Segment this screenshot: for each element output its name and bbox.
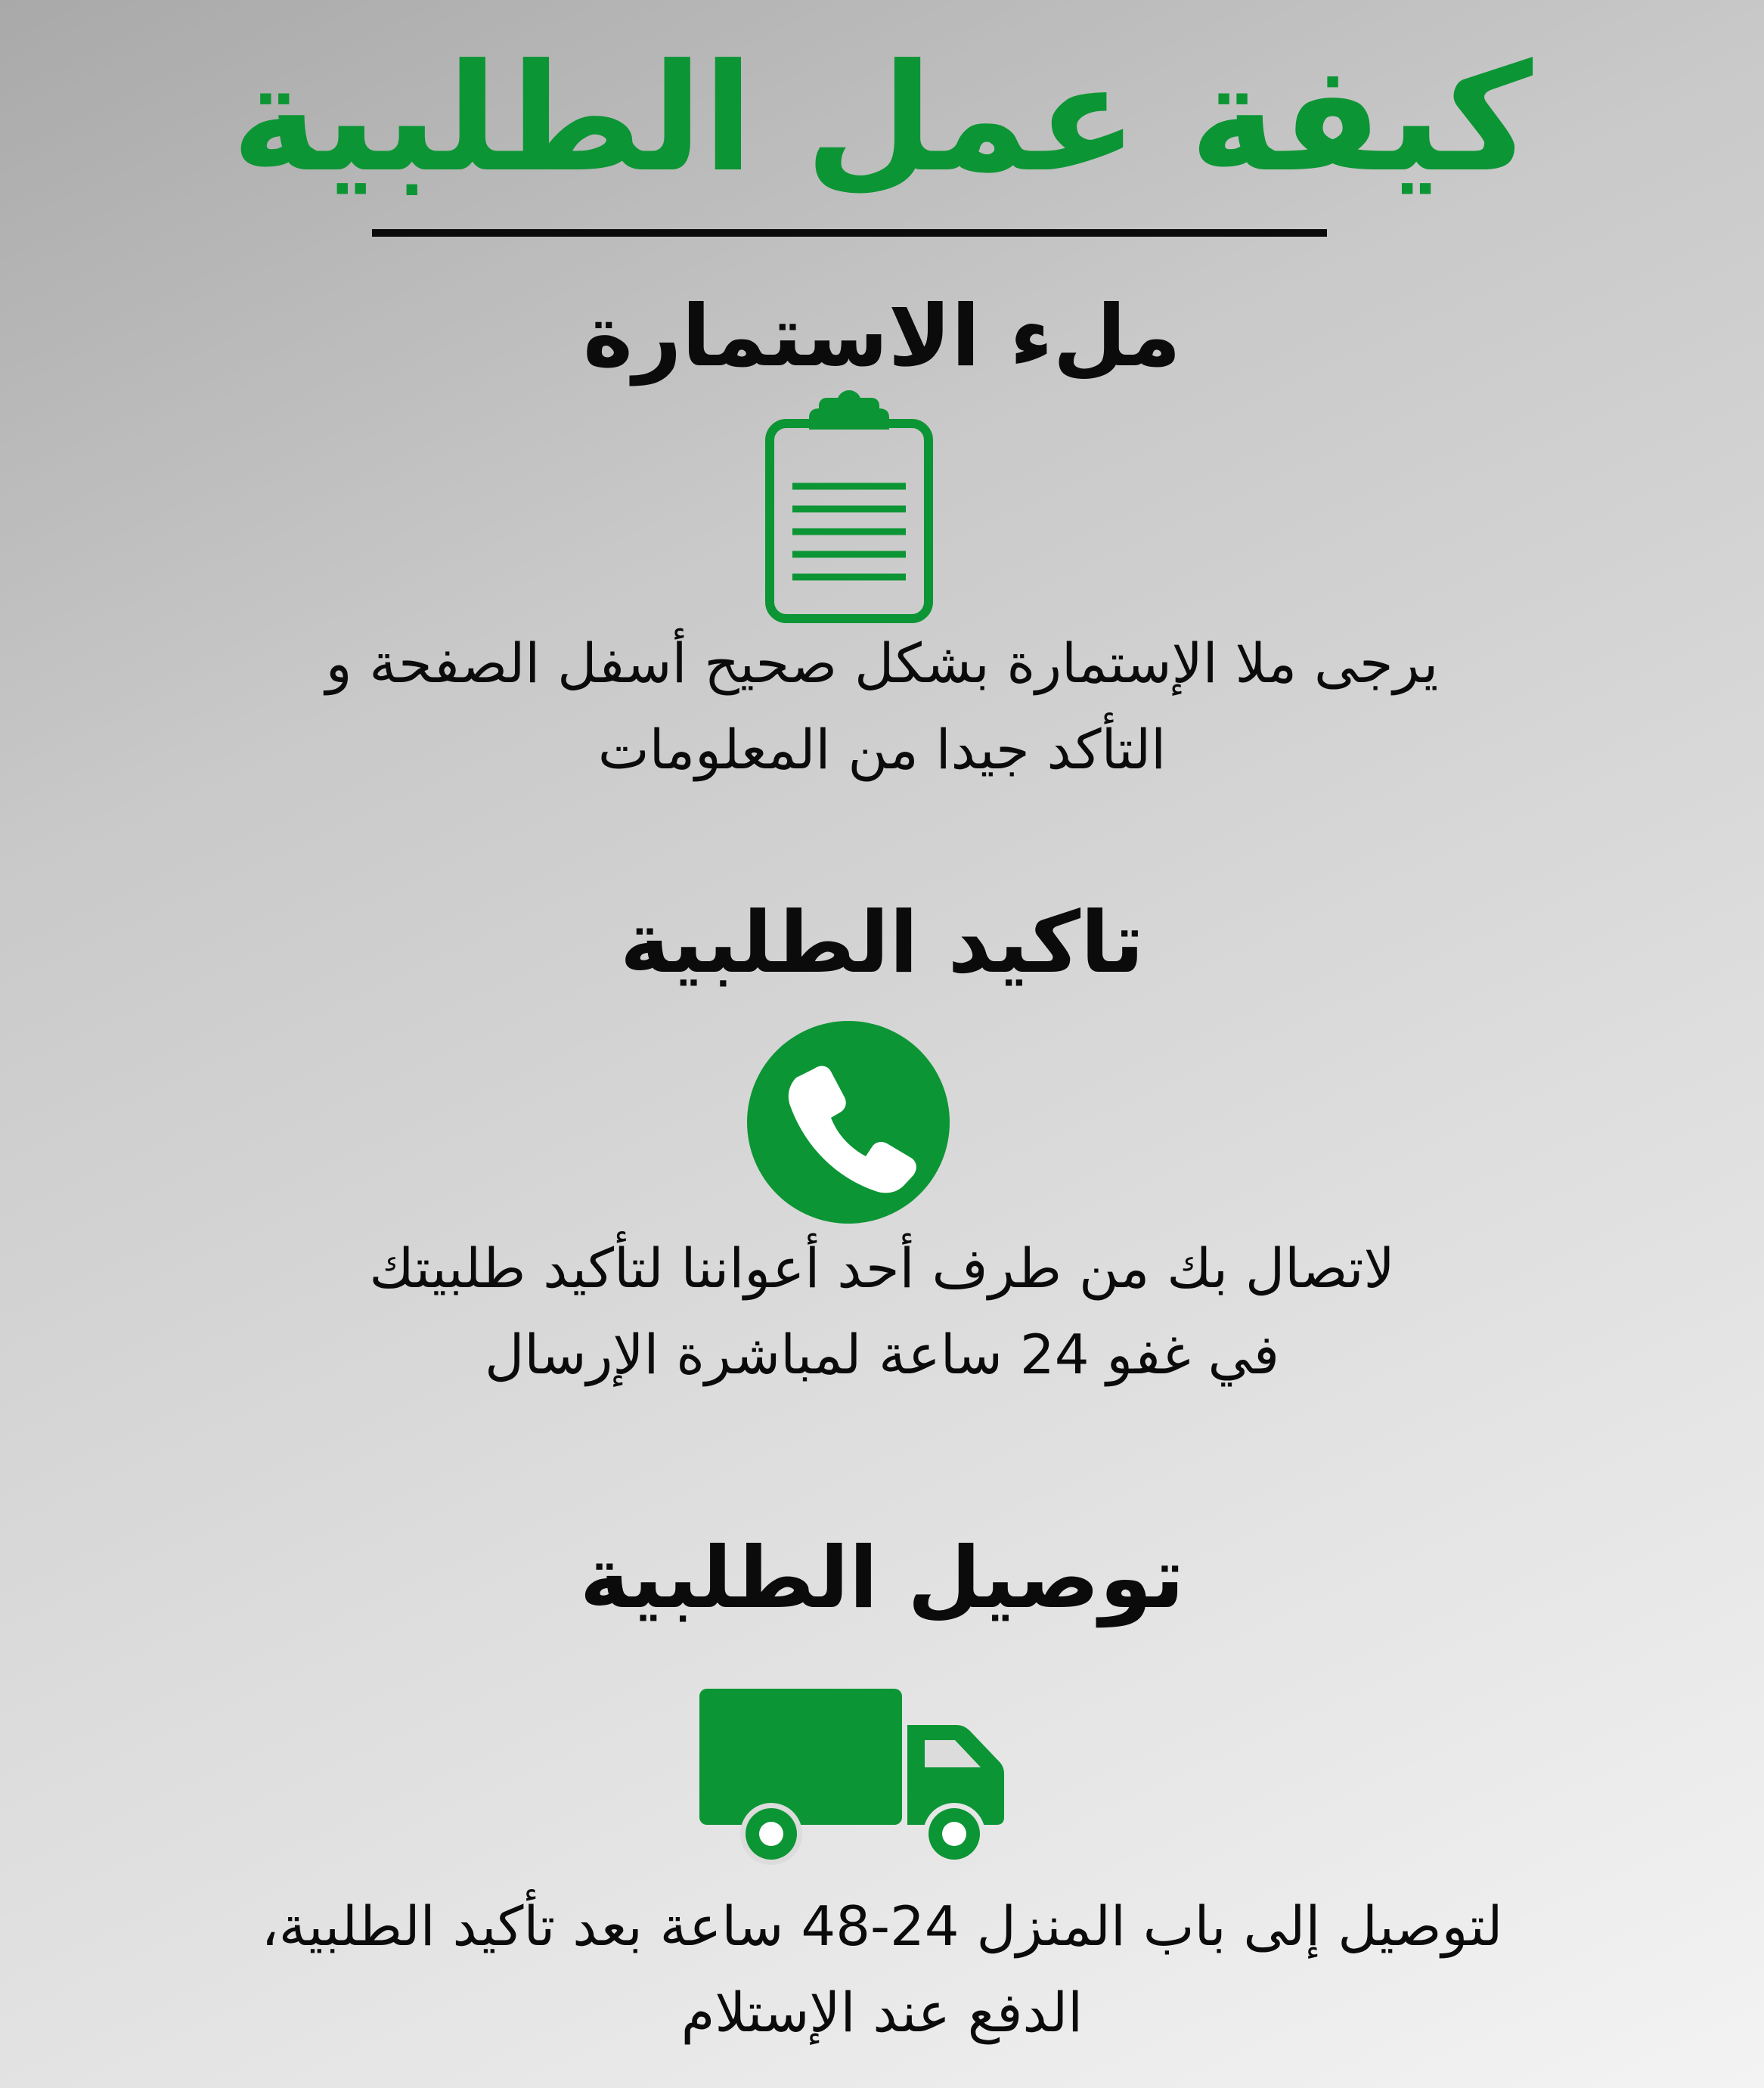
phone-icon — [745, 1019, 953, 1227]
step-heading-delivery: توصيل الطلبية — [579, 1529, 1185, 1627]
step-description-fill-form — [0, 620, 1764, 793]
step-description-line: لتوصيل إلى باب المنزل 24-48 ساعة بعد تأكيد الطلبية، — [261, 1894, 1503, 1958]
step-description-line: التأكد جيدا من المعلومات — [597, 718, 1167, 781]
step-description-line: في غفو 24 ساعة لمباشرة الإرسال — [484, 1323, 1279, 1386]
clipboard-icon — [764, 386, 945, 624]
step-heading-fill-form: ملء الاستمارة — [583, 287, 1181, 386]
title-underline — [372, 229, 1327, 237]
page-title: كيفة عمل الطلبية — [231, 33, 1533, 205]
step-description-line: الدفع عند الإستلام — [680, 1981, 1084, 2044]
step-description-delivery — [0, 1883, 1764, 2055]
step-description-confirm-order — [0, 1225, 1764, 1398]
step-description-line: يرجى ملا الإستمارة بشكل صحيح أسفل الصفحة و — [325, 631, 1439, 695]
step-description-line: لاتصال بك من طرف أحد أعواننا لتأكيد طلبيتك — [369, 1236, 1395, 1300]
step-heading-confirm-order: تاكيد الطلبية — [619, 894, 1145, 992]
delivery-truck-icon — [699, 1689, 1006, 1866]
